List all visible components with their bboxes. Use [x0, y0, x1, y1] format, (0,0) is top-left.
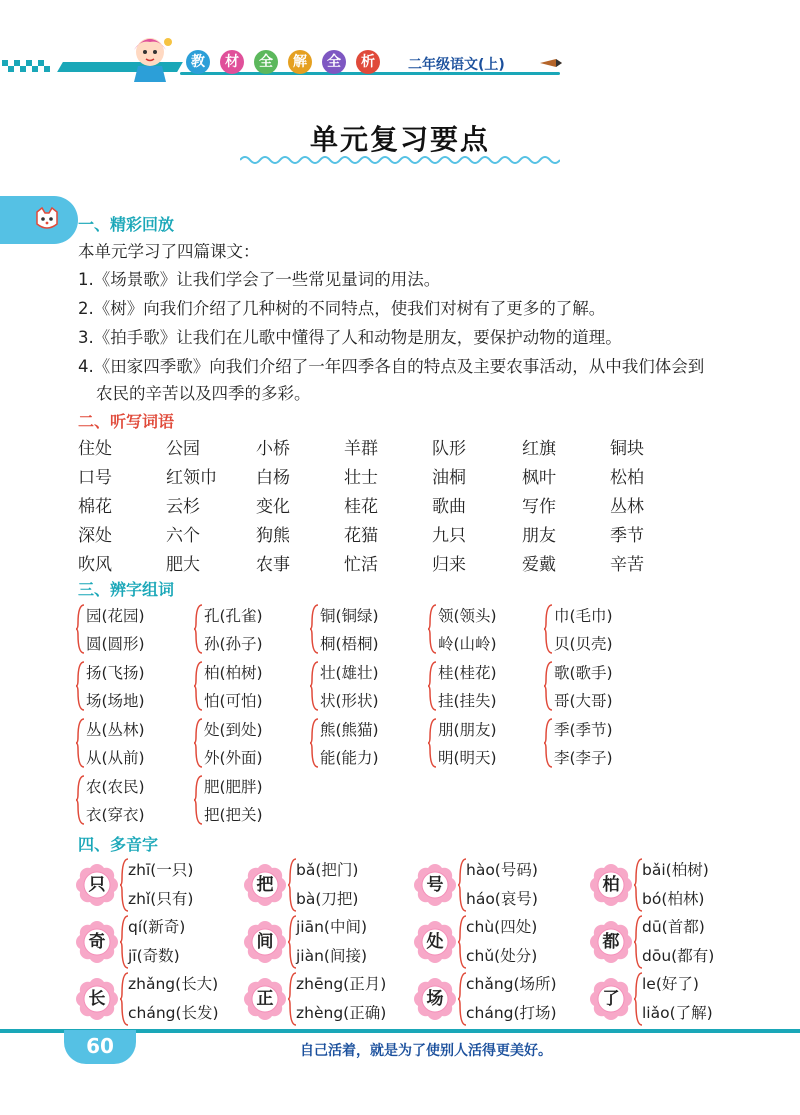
vocab-word: 写作 [522, 497, 556, 517]
char-pair [310, 602, 420, 658]
polyphone-reading: zhēng(正月) [296, 975, 387, 993]
section4-heading: 四、多音字 [78, 835, 159, 854]
polyphone-group [244, 913, 414, 971]
polyphone-reading: bà(刀把) [296, 890, 359, 908]
char-pair-word: 朋(朋友) [438, 721, 497, 739]
polyphone-reading: liǎo(了解) [642, 1004, 713, 1022]
brace-icon [310, 718, 318, 768]
brace-icon [120, 972, 128, 1026]
series-title-char: 材 [220, 50, 244, 74]
char-pair-word: 巾(毛巾) [554, 607, 613, 625]
polyphone-group [590, 970, 760, 1028]
polyphone-group [590, 913, 760, 971]
polyphone-reading: cháng(打场) [466, 1004, 557, 1022]
vocab-word: 归来 [432, 555, 466, 575]
brace-icon [76, 718, 84, 768]
polyphone-reading: jī(奇数) [128, 947, 180, 965]
polyphone-group [414, 970, 584, 1028]
char-pair-word: 扬(飞扬) [86, 664, 145, 682]
vocab-word: 六个 [166, 526, 200, 546]
page-title: 单元复习要点 [309, 123, 490, 156]
vocab-word: 辛苦 [610, 555, 644, 575]
char-pair-word: 挂(挂失) [438, 692, 497, 710]
char-pair [194, 659, 304, 715]
polyphone-group [244, 970, 414, 1028]
section2-heading: 二、听写词语 [78, 412, 175, 431]
series-title-char: 教 [186, 50, 210, 74]
char-pair [76, 773, 186, 829]
char-pair-word: 把(把关) [204, 806, 263, 824]
polyphone-reading: zhèng(正确) [296, 1004, 387, 1022]
brace-icon [458, 858, 466, 912]
char-pair-word: 李(李子) [554, 749, 613, 767]
polyphone-group [244, 856, 414, 914]
brace-icon [194, 775, 202, 825]
vocab-word: 朋友 [522, 526, 556, 546]
mascot-girl-icon [120, 32, 180, 84]
polyphone-group [76, 970, 246, 1028]
brace-icon [458, 972, 466, 1026]
series-title-char: 解 [288, 50, 312, 74]
vocab-word: 油桐 [432, 468, 466, 488]
brace-icon [194, 718, 202, 768]
polyphone-reading: bǎi(柏树) [642, 861, 709, 879]
vocab-word: 白杨 [256, 468, 290, 488]
brace-icon [288, 972, 296, 1026]
vocab-word: 肥大 [166, 555, 200, 575]
char-pair [310, 659, 420, 715]
vocab-word: 歌曲 [432, 497, 466, 517]
polyphone-reading: dōu(都有) [642, 947, 715, 965]
brace-icon [544, 604, 552, 654]
section3-heading: 三、辨字组词 [78, 580, 175, 599]
polyphone-reading: zhī(一只) [128, 861, 194, 879]
footer-motto: 自己活着，就是为了使别人活得更美好。 [300, 1043, 552, 1059]
polyphone-reading: bó(柏林) [642, 890, 705, 908]
char-pair [428, 716, 538, 772]
polyphone-reading: le(好了) [642, 975, 699, 993]
section1-item: 1.《场景歌》让我们学会了一些常见量词的用法。 [78, 270, 441, 289]
char-pair-word: 外(外面) [204, 749, 263, 767]
char-pair-word: 能(能力) [320, 749, 379, 767]
page-number: 60 [86, 1034, 114, 1058]
brace-icon [194, 661, 202, 711]
vocab-word: 九只 [432, 526, 466, 546]
brace-icon [194, 604, 202, 654]
brace-icon [544, 718, 552, 768]
char-pair-word: 场(场地) [86, 692, 145, 710]
char-pair-word: 岭(山岭) [438, 635, 497, 653]
brace-icon [76, 604, 84, 654]
polyphone-char: 间 [256, 932, 274, 952]
polyphone-char: 正 [256, 989, 274, 1009]
brace-icon [458, 915, 466, 969]
vocab-word: 忙活 [344, 555, 378, 575]
char-pair-word: 桐(梧桐) [320, 635, 379, 653]
polyphone-char: 号 [426, 875, 444, 895]
char-pair-word: 柏(柏树) [204, 664, 263, 682]
vocab-word: 爱戴 [522, 555, 556, 575]
char-pair-word: 孙(孙子) [204, 635, 263, 653]
polyphone-char: 了 [602, 989, 620, 1009]
vocab-word: 丛林 [610, 497, 644, 517]
title-wave-divider [240, 154, 560, 166]
polyphone-reading: dū(首都) [642, 918, 705, 936]
polyphone-char: 柏 [602, 875, 620, 895]
section1-item: 农民的辛苦以及四季的多彩。 [96, 384, 311, 403]
brace-icon [634, 972, 642, 1026]
char-pair-word: 贝(贝壳) [554, 635, 613, 653]
vocab-word: 农事 [256, 555, 290, 575]
char-pair-word: 桂(桂花) [438, 664, 497, 682]
char-pair-word: 孔(孔雀) [204, 607, 263, 625]
char-pair [194, 773, 304, 829]
vocab-word: 棉花 [78, 497, 112, 517]
section1-heading: 一、精彩回放 [78, 215, 175, 234]
section1-item: 2.《树》向我们介绍了几种树的不同特点，使我们对树有了更多的了解。 [78, 299, 606, 318]
polyphone-reading: chù(四处) [466, 918, 538, 936]
vocab-word: 季节 [610, 526, 644, 546]
vocab-word: 公园 [166, 439, 200, 459]
vocab-word: 枫叶 [522, 468, 556, 488]
polyphone-reading: jiàn(间接) [296, 947, 368, 965]
vocab-word: 壮士 [344, 468, 378, 488]
header-checker-pattern [0, 60, 60, 74]
polyphone-reading: zhǎng(长大) [128, 975, 219, 993]
char-pair-word: 明(明天) [438, 749, 497, 767]
brace-icon [76, 775, 84, 825]
polyphone-reading: zhǐ(只有) [128, 890, 194, 908]
vocab-word: 桂花 [344, 497, 378, 517]
char-pair-word: 歌(歌手) [554, 664, 613, 682]
brace-icon [544, 661, 552, 711]
vocab-word: 松柏 [610, 468, 644, 488]
char-pair-word: 熊(熊猫) [320, 721, 379, 739]
char-pair-word: 肥(肥胖) [204, 778, 263, 796]
char-pair-word: 壮(雄壮) [320, 664, 379, 682]
vocab-word: 吹风 [78, 555, 112, 575]
char-pair [310, 716, 420, 772]
char-pair [544, 602, 654, 658]
char-pair [76, 659, 186, 715]
polyphone-char: 把 [256, 875, 274, 895]
section1-item: 4.《田家四季歌》向我们介绍了一年四季各自的特点及主要农事活动，从中我们体会到 [78, 357, 705, 376]
char-pair-word: 铜(铜绿) [320, 607, 379, 625]
polyphone-group [414, 856, 584, 914]
char-pair [194, 602, 304, 658]
polyphone-char: 长 [88, 989, 106, 1009]
char-pair-word: 怕(可怕) [204, 692, 263, 710]
brace-icon [288, 915, 296, 969]
brace-icon [634, 915, 642, 969]
series-title-char: 全 [254, 50, 278, 74]
vocab-word: 变化 [256, 497, 290, 517]
char-pair [544, 716, 654, 772]
series-title-char: 全 [322, 50, 346, 74]
polyphone-char: 奇 [88, 932, 106, 952]
polyphone-reading: háo(哀号) [466, 890, 538, 908]
brace-icon [120, 858, 128, 912]
char-pair-word: 季(季节) [554, 721, 613, 739]
vocab-word: 住处 [78, 439, 112, 459]
vocab-word: 狗熊 [256, 526, 290, 546]
brace-icon [634, 858, 642, 912]
vocab-word: 铜块 [610, 439, 644, 459]
vocab-word: 红领巾 [166, 468, 217, 488]
char-pair-word: 丛(丛林) [86, 721, 145, 739]
pencil-icon [540, 58, 562, 68]
char-pair [428, 659, 538, 715]
polyphone-reading: jiān(中间) [296, 918, 368, 936]
series-title-char: 析 [356, 50, 380, 74]
brace-icon [120, 915, 128, 969]
polyphone-reading: chǎng(场所) [466, 975, 557, 993]
brace-icon [310, 661, 318, 711]
char-pair [544, 659, 654, 715]
vocab-word: 队形 [432, 439, 466, 459]
polyphone-reading: hào(号码) [466, 861, 538, 879]
brace-icon [76, 661, 84, 711]
polyphone-group [590, 856, 760, 914]
header-subtitle: 二年级语文(上) [408, 57, 505, 73]
char-pair-word: 衣(穿衣) [86, 806, 145, 824]
section1-intro: 本单元学习了四篇课文： [78, 242, 260, 261]
brace-icon [428, 604, 436, 654]
char-pair-word: 领(领头) [438, 607, 497, 625]
polyphone-reading: chǔ(处分) [466, 947, 538, 965]
polyphone-group [76, 856, 246, 914]
brace-icon [428, 661, 436, 711]
char-pair-word: 状(形状) [320, 692, 379, 710]
section1-item: 3.《拍手歌》让我们在儿歌中懂得了人和动物是朋友，要保护动物的道理。 [78, 328, 622, 347]
polyphone-group [76, 913, 246, 971]
char-pair-word: 农(农民) [86, 778, 145, 796]
char-pair-word: 从(从前) [86, 749, 145, 767]
cat-face-icon [34, 206, 60, 232]
char-pair [194, 716, 304, 772]
char-pair [76, 602, 186, 658]
polyphone-char: 只 [88, 875, 106, 895]
char-pair-word: 哥(大哥) [554, 692, 613, 710]
polyphone-reading: cháng(长发) [128, 1004, 219, 1022]
polyphone-reading: qí(新奇) [128, 918, 186, 936]
char-pair [76, 716, 186, 772]
char-pair-word: 处(到处) [204, 721, 263, 739]
vocab-word: 深处 [78, 526, 112, 546]
vocab-word: 花猫 [344, 526, 378, 546]
brace-icon [310, 604, 318, 654]
vocab-word: 小桥 [256, 439, 290, 459]
polyphone-reading: bǎ(把门) [296, 861, 359, 879]
char-pair-word: 圆(圆形) [86, 635, 145, 653]
polyphone-char: 场 [426, 989, 444, 1009]
brace-icon [428, 718, 436, 768]
vocab-word: 口号 [78, 468, 112, 488]
vocab-word: 羊群 [344, 439, 378, 459]
char-pair [428, 602, 538, 658]
vocab-word: 云杉 [166, 497, 200, 517]
polyphone-char: 都 [602, 932, 620, 952]
char-pair-word: 园(花园) [86, 607, 145, 625]
vocab-word: 红旗 [522, 439, 556, 459]
polyphone-char: 处 [426, 932, 444, 952]
brace-icon [288, 858, 296, 912]
polyphone-group [414, 913, 584, 971]
